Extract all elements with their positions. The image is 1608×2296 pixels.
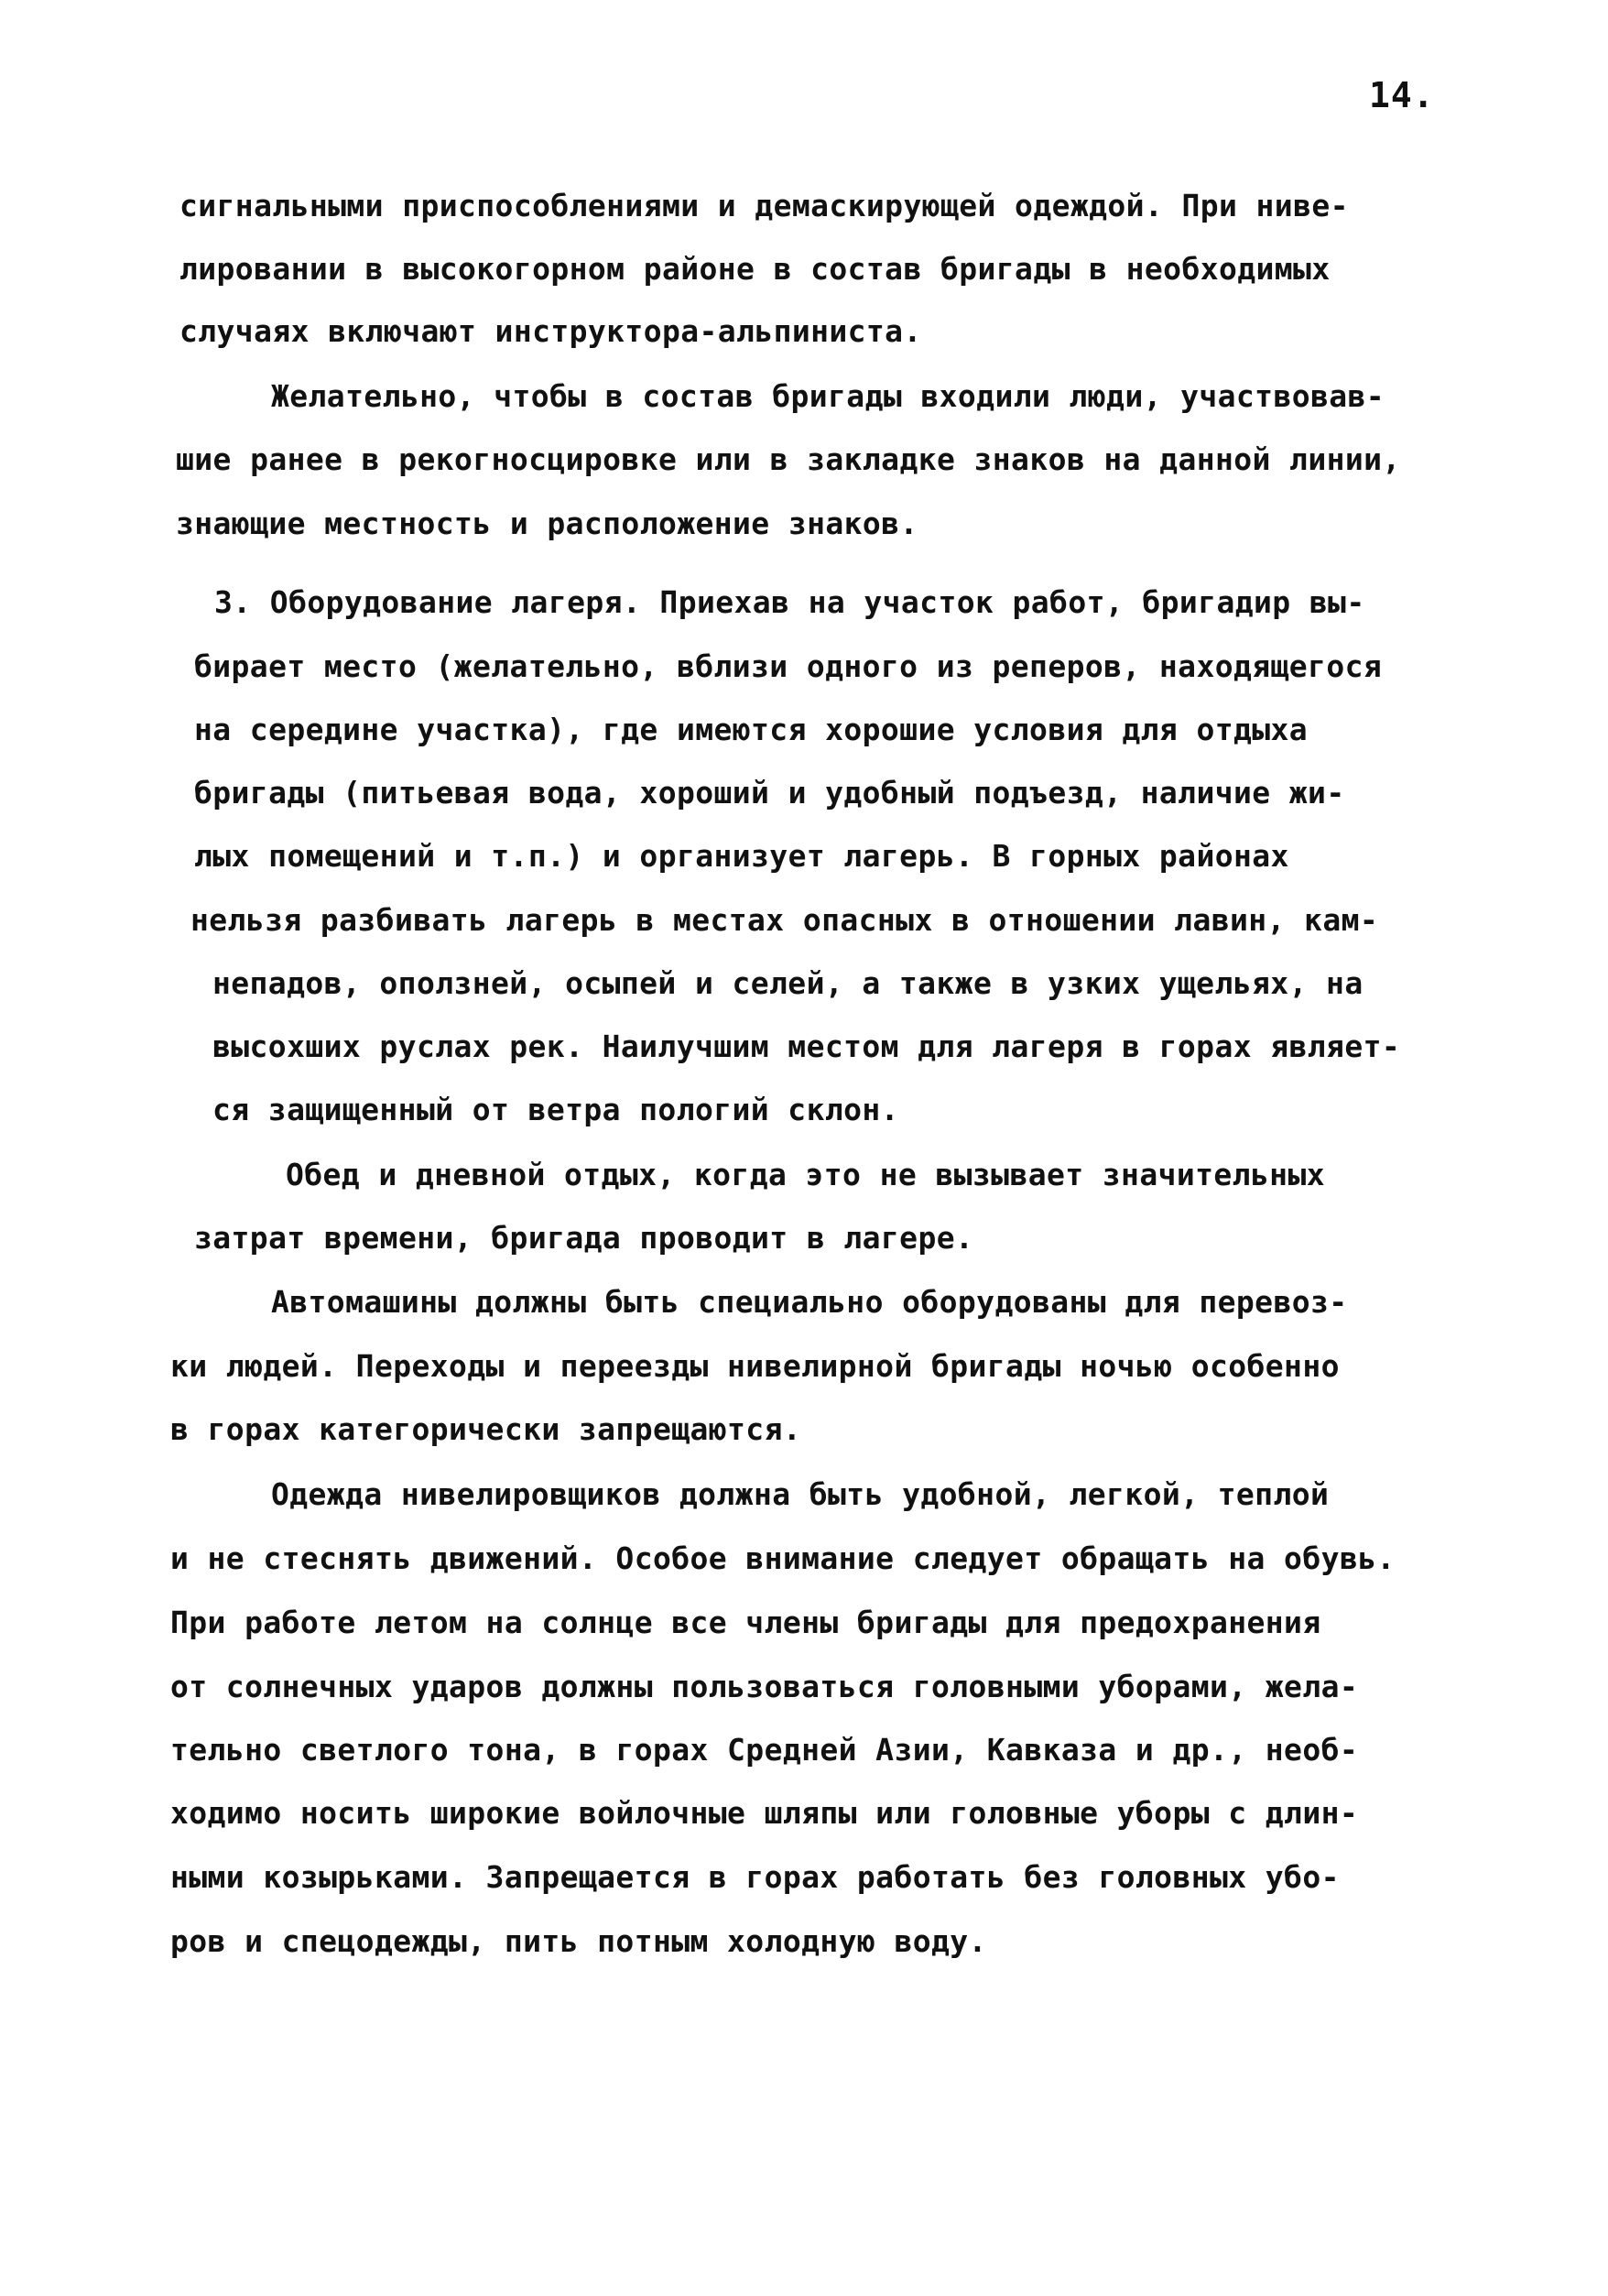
text-line: Желательно, чтобы в состав бригады входили люди, участвовав- — [271, 378, 1385, 414]
text-line: непадов, оползней, осыпей и селей, а также в узких ущельях, на — [212, 965, 1364, 1001]
text-line: При работе летом на солнце все члены бригады для предохранения — [170, 1605, 1321, 1640]
text-line: бригады (питьевая вода, хороший и удобный подъезд, наличие жи- — [194, 775, 1345, 811]
text-line: от солнечных ударов должны пользоваться головными уборами, жела- — [170, 1669, 1359, 1704]
text-line: в горах категорически запрещаются. — [170, 1411, 802, 1447]
text-line: нельзя разбивать лагерь в местах опасных в отношении лавин, кам- — [190, 902, 1379, 938]
text-line: случаях включают инструктора-альпиниста. — [179, 313, 922, 349]
text-line: высохших руслах рек. Наилучшим местом для лагеря в горах являет- — [212, 1028, 1401, 1064]
text-line: ров и спецодежды, пить потным холодную воду. — [170, 1923, 987, 1959]
text-line: лых помещений и т.п.) и организует лагерь. В горных районах — [194, 838, 1289, 874]
text-line: Автомашины должны быть специально оборудованы для перевоз- — [271, 1284, 1348, 1320]
text-line: Одежда нивелировщиков должна быть удобной, легкой, теплой — [271, 1476, 1330, 1512]
text-line: ходимо носить широкие войлочные шляпы или головные уборы с длин- — [170, 1795, 1359, 1831]
text-line: тельно светлого тона, в горах Средней Азии, Кавказа и др., необ- — [170, 1732, 1359, 1768]
text-line: ся защищенный от ветра пологий склон. — [212, 1092, 899, 1127]
text-line: шие ранее в рекогносцировке или в закладке знаков на данной линии, — [176, 441, 1401, 477]
text-line: знающие местность и расположение знаков. — [176, 506, 918, 541]
text-line: и не стеснять движений. Особое внимание следует обращать на обувь. — [170, 1540, 1396, 1576]
text-line: на середине участка), где имеются хорошие условия для отдыха — [194, 712, 1309, 747]
text-line: Обед и дневной отдых, когда это не вызывает значительных — [286, 1157, 1325, 1192]
text-line: ки людей. Переходы и переезды нивелирной бригады ночью особенно — [170, 1348, 1340, 1384]
text-line: бирает место (желательно, вблизи одного из реперов, находящегося — [194, 648, 1383, 684]
text-line: затрат времени, бригада проводит в лагере. — [194, 1220, 974, 1256]
page-number: 14. — [1369, 75, 1435, 115]
text-line: лировании в высокогорном районе в состав бригады в необходимых — [179, 251, 1331, 287]
text-line: ными козырьками. Запрещается в горах работать без головных убо- — [170, 1859, 1340, 1895]
text-line: 3. Оборудование лагеря. Приехав на участок работ, бригадир вы- — [214, 584, 1365, 620]
text-line: сигнальными приспособлениями и демаскирующей одеждой. При ниве- — [179, 188, 1349, 223]
